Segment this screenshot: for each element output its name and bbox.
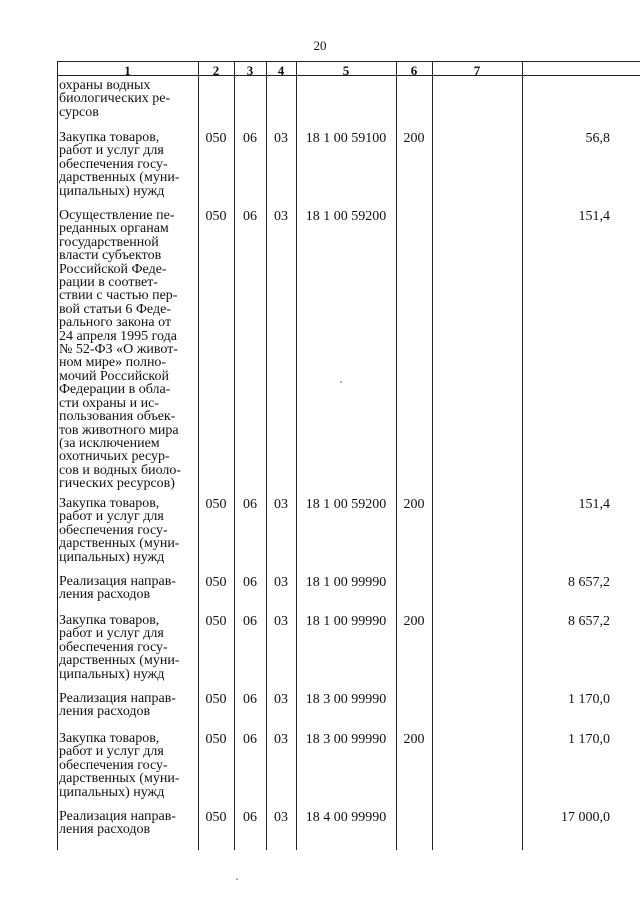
page-number: 20 xyxy=(313,38,327,53)
cell-admin-code: 050 xyxy=(205,497,227,512)
scan-speck xyxy=(340,381,342,383)
cell-section: 06 xyxy=(243,614,257,629)
row-description: Закупка товаров, работ и услуг для обеспечения госу- дарственных (муни- ципальных) нужд xyxy=(59,613,180,682)
cell-target-article: 18 1 00 59100 xyxy=(305,131,387,146)
cell-target-article: 18 1 00 99990 xyxy=(305,575,387,590)
cell-section: 06 xyxy=(243,209,257,224)
cell-amount: 1 170,0 xyxy=(568,732,610,747)
row-description: Реализация направ- ления расходов xyxy=(59,574,176,603)
cell-amount: 56,8 xyxy=(585,131,610,146)
cell-subsection: 03 xyxy=(274,732,288,747)
cell-admin-code: 050 xyxy=(205,131,227,146)
cell-target-article: 18 3 00 99990 xyxy=(305,692,387,707)
header-col-5: 5 xyxy=(342,63,350,78)
cell-target-article: 18 1 00 99990 xyxy=(305,614,387,629)
cell-target-article: 18 1 00 59200 xyxy=(305,209,387,224)
cell-subsection: 03 xyxy=(274,497,288,512)
cell-target-article: 18 1 00 59200 xyxy=(305,497,387,512)
cell-section: 06 xyxy=(243,497,257,512)
cell-admin-code: 050 xyxy=(205,732,227,747)
row-description: Реализация направ- ления расходов xyxy=(59,691,176,720)
cell-section: 06 xyxy=(243,131,257,146)
cell-target-article: 18 3 00 99990 xyxy=(305,732,387,747)
header-col-1: 1 xyxy=(124,63,131,78)
cell-subsection: 03 xyxy=(274,810,288,825)
cell-expense-type: 200 xyxy=(403,131,425,146)
cell-amount: 151,4 xyxy=(578,497,610,512)
cell-subsection: 03 xyxy=(274,575,288,590)
cell-amount: 8 657,2 xyxy=(568,575,610,590)
cell-section: 06 xyxy=(243,732,257,747)
cell-section: 06 xyxy=(243,692,257,707)
cell-section: 06 xyxy=(243,810,257,825)
cell-expense-type: 200 xyxy=(403,497,425,512)
cell-admin-code: 050 xyxy=(205,209,227,224)
row-description: Закупка товаров, работ и услуг для обеспечения госу- дарственных (муни- ципальных) нужд xyxy=(59,496,180,565)
row-description: Реализация направ- ления расходов xyxy=(59,809,176,838)
header-col-2: 2 xyxy=(212,63,220,78)
table-top-rule xyxy=(57,61,640,62)
cell-subsection: 03 xyxy=(274,209,288,224)
cell-target-article: 18 4 00 99990 xyxy=(305,810,387,825)
header-col-3: 3 xyxy=(246,63,254,78)
row-description: Осуществление пе- реданных органам государственной власти субъектов Российской Феде- рации в соответ- ствии с частью пер- вой статьи 6 Феде- рального закона от 24 апреля 1995 года № 52-ФЗ «О живот- ном мире» полно- мочий Российской Федерации в обла- сти охраны и ис- пользования объек- тов животного мира (за исключением охотничьих ресур- сов и водных биоло- гических ресурсов) xyxy=(59,208,182,492)
row-description: Закупка товаров, работ и услуг для обеспечения госу- дарственных (муни- ципальных) нужд xyxy=(59,731,180,800)
cell-amount: 17 000,0 xyxy=(561,810,610,825)
cell-admin-code: 050 xyxy=(205,692,227,707)
col-divider xyxy=(57,61,58,850)
cell-expense-type: 200 xyxy=(403,732,425,747)
header-col-7: 7 xyxy=(473,63,481,78)
header-col-6: 6 xyxy=(410,63,418,78)
cell-amount: 8 657,2 xyxy=(568,614,610,629)
cell-expense-type: 200 xyxy=(403,614,425,629)
cell-admin-code: 050 xyxy=(205,614,227,629)
cell-admin-code: 050 xyxy=(205,810,227,825)
cell-subsection: 03 xyxy=(274,131,288,146)
cell-subsection: 03 xyxy=(274,614,288,629)
cell-section: 06 xyxy=(243,575,257,590)
row-description-continued: охраны водных биологических ре- сурсов xyxy=(59,78,171,120)
cell-admin-code: 050 xyxy=(205,575,227,590)
cell-subsection: 03 xyxy=(274,692,288,707)
scan-speck xyxy=(236,878,238,880)
cell-amount: 1 170,0 xyxy=(568,692,610,707)
header-col-4: 4 xyxy=(277,63,285,78)
col-divider xyxy=(432,61,433,850)
row-description: Закупка товаров, работ и услуг для обеспечения госу- дарственных (муни- ципальных) нужд xyxy=(59,130,180,199)
cell-amount: 151,4 xyxy=(578,209,610,224)
